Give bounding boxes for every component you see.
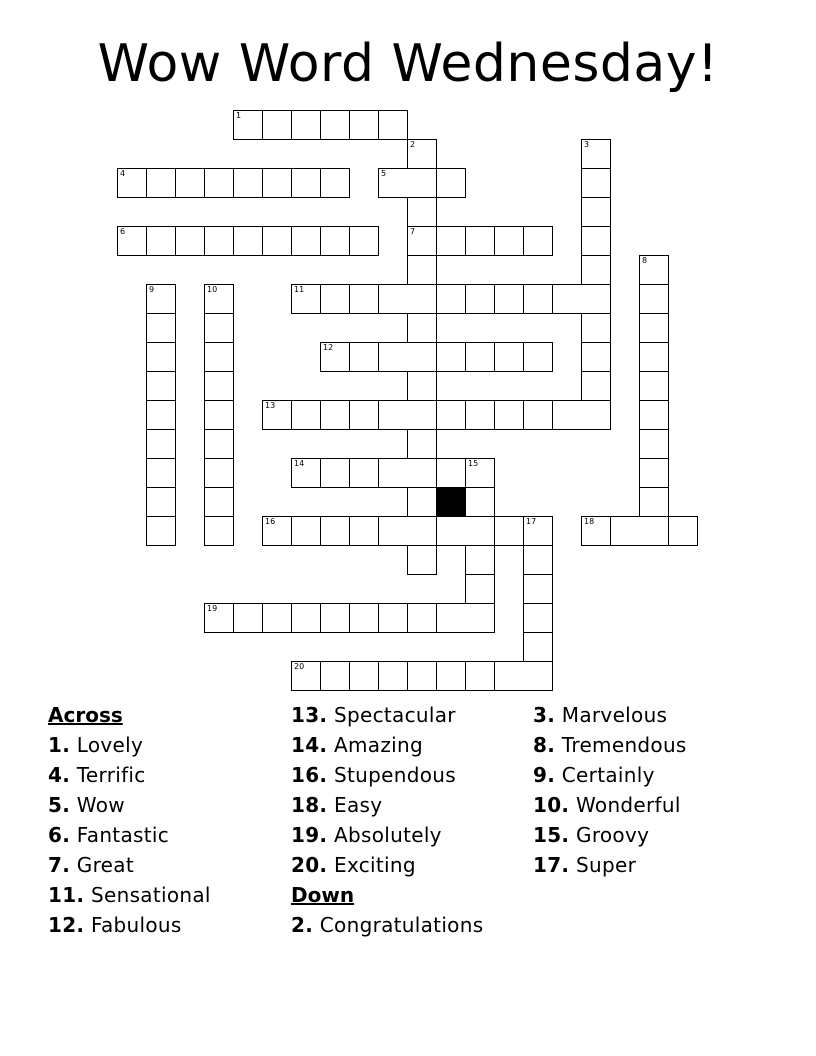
grid-cell[interactable]: [639, 487, 669, 517]
grid-cell[interactable]: [465, 487, 495, 517]
grid-cell[interactable]: [436, 603, 466, 633]
grid-cell[interactable]: [378, 661, 408, 691]
clue-number: 17.: [533, 853, 570, 877]
clue-number: 5.: [48, 793, 71, 817]
clue-number: 14.: [291, 733, 328, 757]
clue-item: [533, 790, 687, 820]
clue-column-2: [291, 700, 483, 940]
clue-item: [291, 700, 483, 730]
grid-cell[interactable]: [668, 516, 698, 546]
grid-cell[interactable]: [320, 661, 350, 691]
clue-number-label: 14: [294, 459, 305, 468]
grid-cell[interactable]: [494, 284, 524, 314]
grid-cell[interactable]: [291, 400, 321, 430]
grid-cell[interactable]: [175, 226, 205, 256]
grid-cell[interactable]: [465, 545, 495, 575]
clue-text: Terrific: [76, 763, 146, 787]
grid-cell[interactable]: [262, 516, 292, 546]
grid-cell[interactable]: [349, 458, 379, 488]
clue-item: [291, 730, 483, 760]
grid-cell[interactable]: [436, 661, 466, 691]
grid-cell[interactable]: [494, 661, 524, 691]
clue-number-label: 6: [120, 227, 126, 236]
across-heading: Across: [48, 703, 123, 727]
clue-number-label: 5: [381, 169, 387, 178]
clue-text: Great: [76, 853, 134, 877]
clue-column-3: [533, 700, 687, 880]
grid-cell[interactable]: [465, 284, 495, 314]
grid-cell[interactable]: [407, 371, 437, 401]
clue-item: [48, 850, 211, 880]
grid-cell[interactable]: [378, 284, 408, 314]
clue-number-label: 15: [468, 459, 479, 468]
grid-cell[interactable]: [320, 603, 350, 633]
grid-cell[interactable]: [146, 429, 176, 459]
clue-number: 9.: [533, 763, 556, 787]
grid-cell[interactable]: [204, 603, 234, 633]
clue-item: [533, 820, 687, 850]
grid-cell[interactable]: [465, 603, 495, 633]
clue-number-label: 19: [207, 604, 218, 613]
grid-cell[interactable]: [378, 168, 408, 198]
grid-cell[interactable]: [233, 110, 263, 140]
grid-cell[interactable]: [291, 168, 321, 198]
clue-item: [48, 730, 211, 760]
grid-cell[interactable]: [436, 400, 466, 430]
grid-cell[interactable]: [523, 603, 553, 633]
grid-cell[interactable]: [465, 661, 495, 691]
grid-cell[interactable]: [581, 516, 611, 546]
clue-text: Wonderful: [576, 793, 681, 817]
grid-cell[interactable]: [262, 400, 292, 430]
grid-cell[interactable]: [581, 342, 611, 372]
grid-cell[interactable]: [465, 226, 495, 256]
clue-number-label: 1: [236, 111, 242, 120]
grid-cell[interactable]: [407, 168, 437, 198]
clue-number: 13.: [291, 703, 328, 727]
clue-number-label: 4: [120, 169, 126, 178]
grid-cell[interactable]: [146, 371, 176, 401]
clue-number-label: 9: [149, 285, 155, 294]
clue-number: 11.: [48, 883, 85, 907]
grid-cell[interactable]: [204, 284, 234, 314]
grid-cell[interactable]: [204, 429, 234, 459]
grid-cell[interactable]: [320, 168, 350, 198]
clue-number-label: 20: [294, 662, 305, 671]
grid-cell[interactable]: [291, 284, 321, 314]
grid-cell[interactable]: [291, 226, 321, 256]
clue-number-label: 7: [410, 227, 416, 236]
grid-cell[interactable]: [349, 342, 379, 372]
clue-item: [48, 760, 211, 790]
grid-cell[interactable]: [378, 603, 408, 633]
clue-item: [48, 910, 211, 940]
grid-cell[interactable]: [291, 661, 321, 691]
clue-number-label: 18: [584, 517, 595, 526]
clue-text: Exciting: [334, 853, 416, 877]
clue-text: Spectacular: [334, 703, 456, 727]
grid-cell[interactable]: [204, 226, 234, 256]
grid-cell[interactable]: [581, 255, 611, 285]
grid-cell[interactable]: [523, 661, 553, 691]
clue-number: 10.: [533, 793, 570, 817]
grid-cell[interactable]: [610, 516, 640, 546]
grid-cell[interactable]: [407, 342, 437, 372]
grid-cell[interactable]: [262, 226, 292, 256]
grid-cell[interactable]: [581, 197, 611, 227]
grid-cell[interactable]: [407, 661, 437, 691]
grid-cell[interactable]: [320, 284, 350, 314]
down-heading: Down: [291, 883, 355, 907]
grid-cell[interactable]: [175, 168, 205, 198]
grid-cell[interactable]: [146, 487, 176, 517]
grid-cell[interactable]: [407, 603, 437, 633]
grid-cell[interactable]: [639, 371, 669, 401]
grid-cell[interactable]: [639, 458, 669, 488]
clue-item: [291, 820, 483, 850]
grid-cell[interactable]: [204, 342, 234, 372]
grid-cell[interactable]: [407, 545, 437, 575]
clue-number: 8.: [533, 733, 556, 757]
clue-number: 18.: [291, 793, 328, 817]
grid-cell[interactable]: [262, 110, 292, 140]
clue-number: 6.: [48, 823, 71, 847]
grid-cell[interactable]: [407, 284, 437, 314]
clue-number: 3.: [533, 703, 556, 727]
clue-item: [533, 850, 687, 880]
grid-cell[interactable]: [146, 313, 176, 343]
grid-cell[interactable]: [436, 284, 466, 314]
clue-text: Fantastic: [76, 823, 170, 847]
grid-cell[interactable]: [262, 603, 292, 633]
grid-cell[interactable]: [407, 487, 437, 517]
grid-cell[interactable]: [581, 313, 611, 343]
grid-cell[interactable]: [639, 516, 669, 546]
grid-cell[interactable]: [349, 603, 379, 633]
clue-number: 4.: [48, 763, 71, 787]
clue-item: [533, 730, 687, 760]
grid-cell[interactable]: [523, 342, 553, 372]
grid-cell[interactable]: [291, 458, 321, 488]
puzzle-title: Wow Word Wednesday!: [97, 34, 719, 94]
grid-cell[interactable]: [494, 342, 524, 372]
grid-cell[interactable]: [581, 400, 611, 430]
grid-block-cell: [436, 487, 466, 517]
grid-cell[interactable]: [204, 487, 234, 517]
clue-number: 20.: [291, 853, 328, 877]
grid-cell[interactable]: [639, 313, 669, 343]
grid-cell[interactable]: [436, 516, 466, 546]
clue-text: Stupendous: [334, 763, 456, 787]
grid-cell[interactable]: [378, 110, 408, 140]
clue-text: Lovely: [76, 733, 144, 757]
grid-cell[interactable]: [407, 197, 437, 227]
grid-cell[interactable]: [233, 168, 263, 198]
grid-cell[interactable]: [407, 429, 437, 459]
clue-number-label: 16: [265, 517, 276, 526]
clue-item: [291, 850, 483, 880]
clue-text: Super: [576, 853, 637, 877]
grid-cell[interactable]: [117, 168, 147, 198]
grid-cell[interactable]: [523, 632, 553, 662]
clue-text: Easy: [334, 793, 383, 817]
grid-cell[interactable]: [204, 371, 234, 401]
grid-cell[interactable]: [523, 226, 553, 256]
grid-cell[interactable]: [436, 458, 466, 488]
grid-cell[interactable]: [146, 342, 176, 372]
grid-cell[interactable]: [639, 429, 669, 459]
grid-cell[interactable]: [465, 516, 495, 546]
grid-cell[interactable]: [204, 516, 234, 546]
grid-cell[interactable]: [639, 400, 669, 430]
grid-cell[interactable]: [639, 342, 669, 372]
grid-cell[interactable]: [204, 313, 234, 343]
grid-cell[interactable]: [146, 226, 176, 256]
grid-cell[interactable]: [233, 226, 263, 256]
grid-cell[interactable]: [146, 168, 176, 198]
grid-cell[interactable]: [639, 284, 669, 314]
grid-cell[interactable]: [349, 516, 379, 546]
grid-cell[interactable]: [291, 110, 321, 140]
grid-cell[interactable]: [320, 458, 350, 488]
grid-cell[interactable]: [262, 168, 292, 198]
clue-number: 16.: [291, 763, 328, 787]
grid-cell[interactable]: [320, 516, 350, 546]
grid-cell[interactable]: [233, 603, 263, 633]
clue-number: 15.: [533, 823, 570, 847]
clue-number: 7.: [48, 853, 71, 877]
grid-cell[interactable]: [146, 516, 176, 546]
grid-cell[interactable]: [581, 226, 611, 256]
clue-number: 19.: [291, 823, 328, 847]
grid-cell[interactable]: [465, 342, 495, 372]
clue-text: Groovy: [576, 823, 650, 847]
clue-text: Wow: [76, 793, 125, 817]
grid-cell[interactable]: [349, 400, 379, 430]
grid-cell[interactable]: [407, 226, 437, 256]
grid-cell[interactable]: [436, 226, 466, 256]
grid-cell[interactable]: [581, 139, 611, 169]
grid-cell[interactable]: [291, 603, 321, 633]
grid-cell[interactable]: [407, 313, 437, 343]
grid-cell[interactable]: [320, 342, 350, 372]
grid-cell[interactable]: [552, 284, 582, 314]
clue-item: [48, 790, 211, 820]
grid-cell[interactable]: [204, 400, 234, 430]
grid-cell[interactable]: [494, 516, 524, 546]
clue-item: [291, 910, 483, 940]
grid-cell[interactable]: [581, 168, 611, 198]
grid-cell[interactable]: [407, 255, 437, 285]
grid-cell[interactable]: [378, 458, 408, 488]
grid-cell[interactable]: [204, 458, 234, 488]
clue-number-label: 2: [410, 140, 416, 149]
clue-number: 1.: [48, 733, 71, 757]
clue-item: [48, 880, 211, 910]
grid-cell[interactable]: [349, 226, 379, 256]
grid-cell[interactable]: [320, 110, 350, 140]
grid-cell[interactable]: [146, 458, 176, 488]
grid-cell[interactable]: [436, 168, 466, 198]
grid-cell[interactable]: [378, 400, 408, 430]
clue-number-label: 10: [207, 285, 218, 294]
grid-cell[interactable]: [349, 284, 379, 314]
clue-item: [533, 760, 687, 790]
clue-number: 12.: [48, 913, 85, 937]
grid-cell[interactable]: [349, 110, 379, 140]
clue-number-label: 3: [584, 140, 590, 149]
grid-cell[interactable]: [291, 516, 321, 546]
clue-item: [533, 700, 687, 730]
grid-cell[interactable]: [523, 400, 553, 430]
clue-text: Amazing: [334, 733, 423, 757]
grid-cell[interactable]: [436, 342, 466, 372]
clue-text: Marvelous: [561, 703, 668, 727]
clue-text: Tremendous: [561, 733, 687, 757]
grid-cell[interactable]: [523, 574, 553, 604]
grid-cell[interactable]: [407, 458, 437, 488]
grid-cell[interactable]: [494, 226, 524, 256]
grid-cell[interactable]: [407, 400, 437, 430]
grid-cell[interactable]: [552, 400, 582, 430]
grid-cell[interactable]: [320, 226, 350, 256]
clue-text: Absolutely: [334, 823, 442, 847]
clue-number-label: 13: [265, 401, 276, 410]
clue-number-label: 11: [294, 285, 305, 294]
clue-text: Certainly: [561, 763, 655, 787]
grid-cell[interactable]: [204, 168, 234, 198]
grid-cell[interactable]: [581, 371, 611, 401]
grid-cell[interactable]: [494, 400, 524, 430]
grid-cell[interactable]: [378, 342, 408, 372]
grid-cell[interactable]: [523, 545, 553, 575]
grid-cell[interactable]: [146, 284, 176, 314]
grid-cell[interactable]: [407, 516, 437, 546]
clue-column-1: [48, 700, 211, 940]
clue-number-label: 17: [526, 517, 537, 526]
grid-cell[interactable]: [407, 139, 437, 169]
clue-item: [291, 760, 483, 790]
grid-cell[interactable]: [639, 255, 669, 285]
clue-item: [48, 820, 211, 850]
clue-number: 2.: [291, 913, 314, 937]
clue-number-label: 12: [323, 343, 334, 352]
grid-cell[interactable]: [581, 284, 611, 314]
grid-cell[interactable]: [117, 226, 147, 256]
grid-cell[interactable]: [320, 400, 350, 430]
clue-text: Fabulous: [91, 913, 182, 937]
clue-text: Sensational: [91, 883, 211, 907]
grid-cell[interactable]: [146, 400, 176, 430]
grid-cell[interactable]: [465, 574, 495, 604]
clue-text: Congratulations: [319, 913, 484, 937]
clue-item: [291, 790, 483, 820]
grid-cell[interactable]: [349, 661, 379, 691]
clue-number-label: 8: [642, 256, 648, 265]
grid-cell[interactable]: [378, 516, 408, 546]
grid-cell[interactable]: [523, 516, 553, 546]
grid-cell[interactable]: [523, 284, 553, 314]
grid-cell[interactable]: [465, 400, 495, 430]
grid-cell[interactable]: [465, 458, 495, 488]
